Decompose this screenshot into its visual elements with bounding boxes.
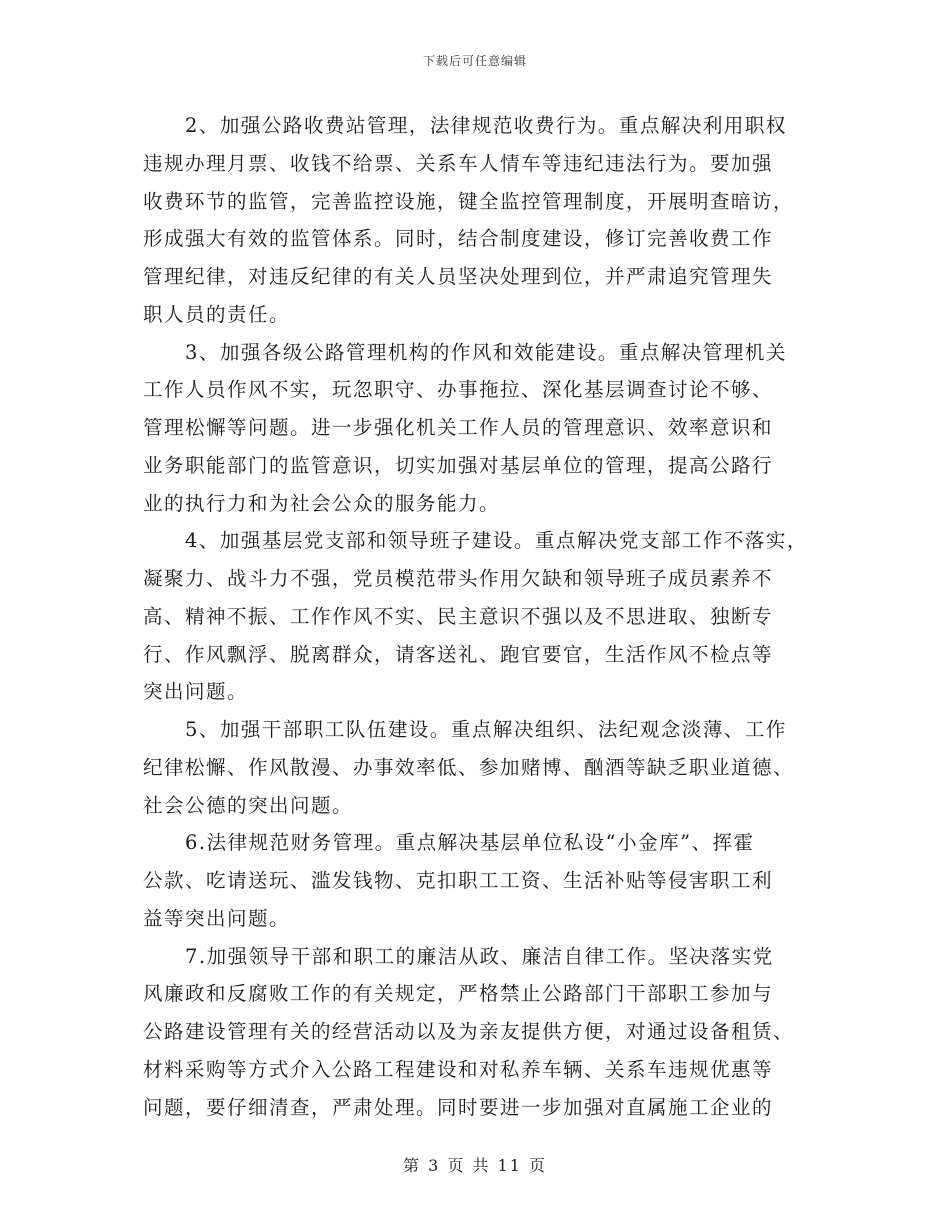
paragraph-line: 高、精神不振、工作作风不实、民主意识不强以及不思进取、独断专: [143, 604, 774, 628]
paragraph-line: 突出问题。: [143, 680, 249, 704]
paragraph-line: 行、作风飘浮、脱离群众，请客送礼、跑官要官，生活作风不检点等: [143, 642, 774, 666]
paragraph-line: 公款、吃请送玩、滥发钱物、克扣职工工资、生活补贴等侵害职工利: [143, 869, 774, 892]
paragraph-line: 社会公德的突出问题。: [143, 793, 354, 817]
paragraph-line: 凝聚力、战斗力不强，党员模范带头作用欠缺和领导班子成员素养不: [143, 567, 774, 590]
paragraph-line: 风廉政和反腐败工作的有关规定，严格禁止公路部门干部职工参加与: [143, 982, 774, 1006]
paragraph-line: 管理纪律，对违反纪律的有关人员坚决处理到位，并严肃追究管理失: [143, 265, 774, 288]
paragraph-line: 职人员的责任。: [143, 302, 291, 326]
paragraph-line: 3、加强各级公路管理机构的作风和效能建设。重点解决管理机关: [185, 340, 787, 364]
paragraph-line: 4、加强基层党支部和领导班子建设。重点解决党支部工作不落实，: [185, 529, 808, 553]
paragraph-line: 材料采购等方式介入公路工程建设和对私养车辆、关系车违规优惠等: [143, 1057, 774, 1081]
paragraph-line: 问题，要仔细清查，严肃处理。同时要进一步加强对直属施工企业的: [143, 1095, 774, 1119]
paragraph-line: 公路建设管理有关的经营活动以及为亲友提供方便，对通过设备租赁、: [143, 1020, 795, 1043]
paragraph-line: 工作人员作风不实，玩忽职守、办事拖拉、深化基层调查讨论不够、: [143, 378, 774, 402]
paragraph-line: 6.法律规范财务管理。重点解决基层单位私设“小金库”、挥霍: [185, 831, 755, 855]
paragraph-line: 纪律松懈、作风散漫、办事效率低、参加赌博、酗酒等缺乏职业道德、: [143, 755, 795, 779]
paragraph-7: [143, 938, 813, 1127]
paragraph-line: 7.加强领导干部和职工的廉洁从政、廉洁自律工作。坚决落实党: [185, 944, 774, 968]
paragraph-4: [143, 522, 813, 711]
paragraph-line: 业的执行力和为社会公众的服务能力。: [143, 491, 501, 515]
paragraph-line: 收费环节的监管，完善监控设施，键全监控管理制度，开展明查暗访，: [143, 189, 795, 213]
paragraph-2: [143, 107, 813, 334]
paragraph-5: [143, 711, 813, 824]
paragraph-line: 管理松懈等问题。进一步强化机关工作人员的管理意识、效率意识和: [143, 416, 774, 439]
paragraph-line: 2、加强公路收费站管理，法律规范收费行为。重点解决利用职权: [185, 114, 787, 137]
page-header-note: 下载后可任意编辑: [422, 54, 527, 68]
paragraph-line: 违规办理月票、收钱不给票、关系车人情车等违纪违法行为。要加强: [143, 151, 774, 175]
paragraph-6: [143, 824, 813, 937]
paragraph-line: 益等突出问题。: [143, 906, 291, 930]
paragraph-3: [143, 334, 813, 523]
paragraph-line: 业务职能部门的监管意识，切实加强对基层单位的管理，提高公路行: [143, 453, 774, 477]
page-number: 第 3 页 共 11 页: [403, 1156, 547, 1175]
paragraph-line: 5、加强干部职工队伍建设。重点解决组织、法纪观念淡薄、工作: [185, 718, 787, 741]
document-body: [143, 107, 813, 1126]
paragraph-line: 形成强大有效的监管体系。同时，结合制度建设，修订完善收费工作: [143, 227, 774, 251]
